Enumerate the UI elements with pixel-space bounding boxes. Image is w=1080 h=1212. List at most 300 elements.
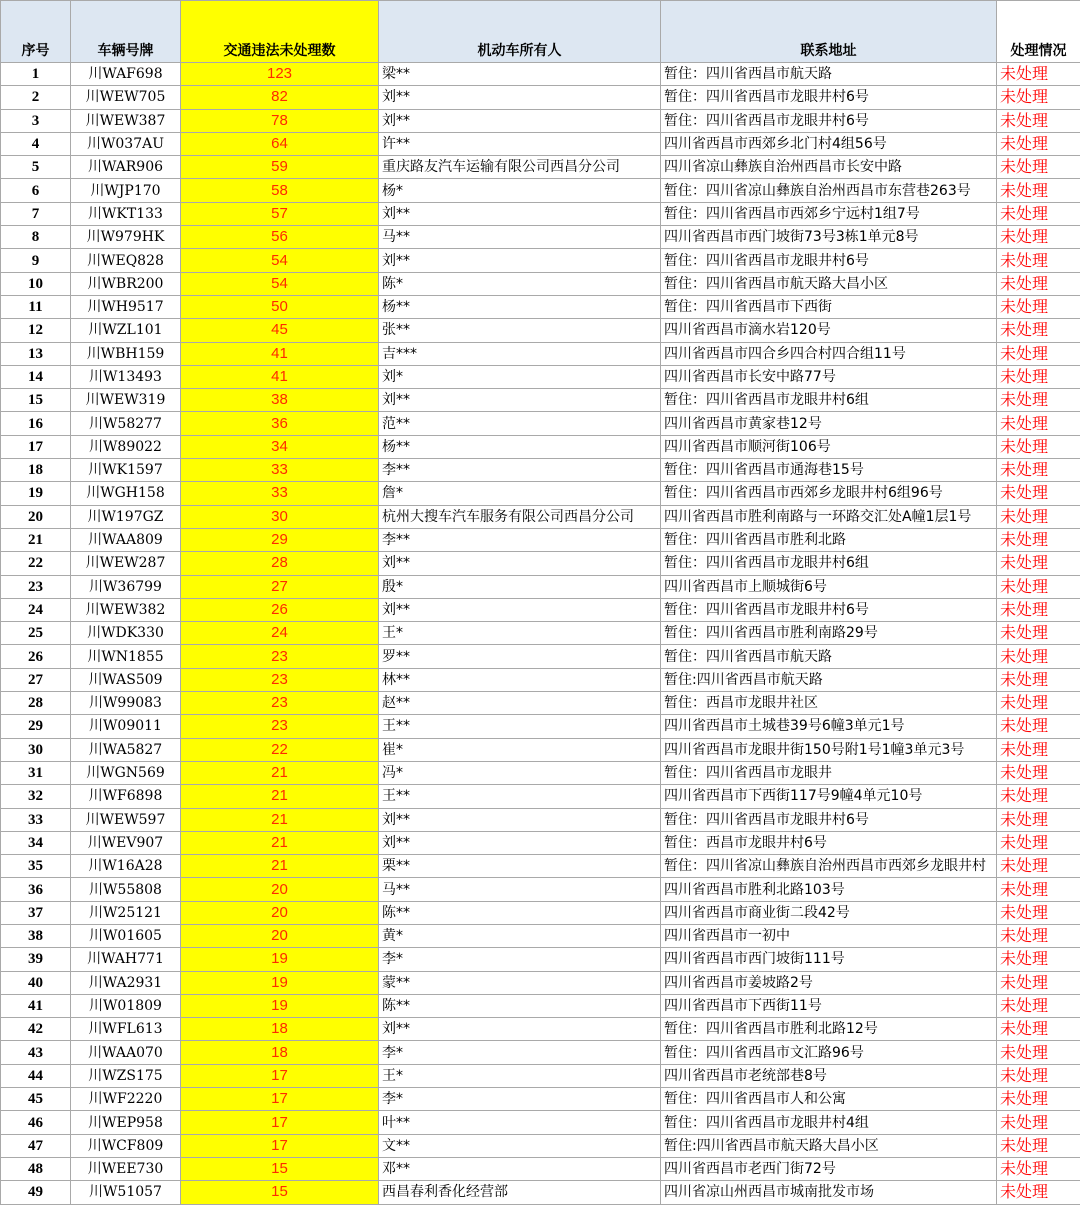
row-plate: 川WZS175 — [71, 1064, 181, 1087]
row-owner: 蒙** — [379, 971, 661, 994]
row-status: 未处理 — [997, 342, 1080, 365]
row-address: 暂住：西昌市龙眼井村6号 — [661, 831, 997, 854]
table-row — [1, 668, 1080, 691]
row-seq: 11 — [1, 295, 71, 318]
row-status: 未处理 — [997, 645, 1080, 668]
row-status: 未处理 — [997, 901, 1080, 924]
row-violation-count: 27 — [181, 575, 379, 598]
row-seq: 33 — [1, 808, 71, 831]
row-address: 暂住：四川省西昌市龙眼井村6号 — [661, 249, 997, 272]
row-status: 未处理 — [997, 575, 1080, 598]
row-owner: 范** — [379, 412, 661, 435]
row-status: 未处理 — [997, 994, 1080, 1017]
row-violation-count: 78 — [181, 109, 379, 132]
row-seq: 8 — [1, 226, 71, 249]
row-address: 四川省西昌市西门坡街111号 — [661, 948, 997, 971]
table-row — [1, 785, 1080, 808]
table-row — [1, 1157, 1080, 1180]
row-seq: 21 — [1, 528, 71, 551]
row-address: 四川省凉山州西昌市城南批发市场 — [661, 1181, 997, 1204]
table-row — [1, 761, 1080, 784]
row-plate: 川WF6898 — [71, 785, 181, 808]
row-seq: 43 — [1, 1041, 71, 1064]
row-address: 暂住：四川省西昌市航天路 — [661, 645, 997, 668]
row-plate: 川WEV907 — [71, 831, 181, 854]
row-seq: 14 — [1, 365, 71, 388]
table-row — [1, 1134, 1080, 1157]
row-plate: 川WGH158 — [71, 482, 181, 505]
row-status: 未处理 — [997, 598, 1080, 621]
row-owner: 刘** — [379, 831, 661, 854]
row-status: 未处理 — [997, 552, 1080, 575]
row-seq: 1 — [1, 63, 71, 86]
row-owner: 詹* — [379, 482, 661, 505]
row-violation-count: 41 — [181, 342, 379, 365]
row-owner: 李* — [379, 1088, 661, 1111]
row-address: 四川省西昌市老西门街72号 — [661, 1157, 997, 1180]
row-address: 暂住：四川省西昌市航天路 — [661, 63, 997, 86]
table-row — [1, 715, 1080, 738]
row-plate: 川WJP170 — [71, 179, 181, 202]
row-status: 未处理 — [997, 249, 1080, 272]
row-seq: 20 — [1, 505, 71, 528]
table-row — [1, 645, 1080, 668]
table-row — [1, 109, 1080, 132]
row-owner: 赵** — [379, 692, 661, 715]
table-row — [1, 226, 1080, 249]
table-row — [1, 459, 1080, 482]
row-violation-count: 54 — [181, 249, 379, 272]
row-plate: 川WAA809 — [71, 528, 181, 551]
row-owner: 西昌春利香化经营部 — [379, 1181, 661, 1204]
row-seq: 5 — [1, 156, 71, 179]
row-violation-count: 26 — [181, 598, 379, 621]
row-seq: 10 — [1, 272, 71, 295]
table-row — [1, 575, 1080, 598]
row-address: 暂住：四川省西昌市龙眼井村6号 — [661, 598, 997, 621]
row-violation-count: 20 — [181, 878, 379, 901]
row-address: 四川省西昌市老统部巷8号 — [661, 1064, 997, 1087]
row-plate: 川W55808 — [71, 878, 181, 901]
row-seq: 9 — [1, 249, 71, 272]
row-seq: 46 — [1, 1111, 71, 1134]
row-owner: 刘** — [379, 202, 661, 225]
row-address: 四川省西昌市西门坡街73号3栋1单元8号 — [661, 226, 997, 249]
row-address: 暂住：四川省西昌市龙眼井村6号 — [661, 86, 997, 109]
row-violation-count: 17 — [181, 1134, 379, 1157]
row-owner: 王* — [379, 1064, 661, 1087]
row-seq: 12 — [1, 319, 71, 342]
row-address: 四川省西昌市龙眼井街150号附1号1幢3单元3号 — [661, 738, 997, 761]
table-row — [1, 505, 1080, 528]
row-address: 四川省西昌市姜坡路2号 — [661, 971, 997, 994]
row-status: 未处理 — [997, 63, 1080, 86]
table-row — [1, 179, 1080, 202]
row-plate: 川W25121 — [71, 901, 181, 924]
table-row — [1, 319, 1080, 342]
row-violation-count: 28 — [181, 552, 379, 575]
table-row — [1, 901, 1080, 924]
table-row — [1, 1064, 1080, 1087]
row-violation-count: 23 — [181, 692, 379, 715]
row-address: 暂住：四川省西昌市龙眼井村6组 — [661, 389, 997, 412]
row-plate: 川WN1855 — [71, 645, 181, 668]
row-status: 未处理 — [997, 412, 1080, 435]
row-violation-count: 50 — [181, 295, 379, 318]
row-violation-count: 19 — [181, 971, 379, 994]
row-seq: 4 — [1, 132, 71, 155]
row-status: 未处理 — [997, 1018, 1080, 1041]
table-row — [1, 855, 1080, 878]
row-owner: 马** — [379, 226, 661, 249]
row-plate: 川WGN569 — [71, 761, 181, 784]
row-plate: 川WCF809 — [71, 1134, 181, 1157]
row-plate: 川WZL101 — [71, 319, 181, 342]
row-seq: 44 — [1, 1064, 71, 1087]
row-violation-count: 33 — [181, 459, 379, 482]
row-seq: 40 — [1, 971, 71, 994]
row-status: 未处理 — [997, 389, 1080, 412]
row-violation-count: 56 — [181, 226, 379, 249]
row-address: 暂住：四川省西昌市胜利南路29号 — [661, 622, 997, 645]
row-address: 四川省西昌市滴水岩120号 — [661, 319, 997, 342]
row-status: 未处理 — [997, 435, 1080, 458]
row-violation-count: 21 — [181, 761, 379, 784]
row-owner: 刘** — [379, 552, 661, 575]
row-address: 暂住：四川省西昌市龙眼井村6号 — [661, 808, 997, 831]
row-status: 未处理 — [997, 1111, 1080, 1134]
row-seq: 7 — [1, 202, 71, 225]
row-address: 暂住:四川省西昌市航天路大昌小区 — [661, 1134, 997, 1157]
row-owner: 殷* — [379, 575, 661, 598]
row-status: 未处理 — [997, 1088, 1080, 1111]
table-row — [1, 598, 1080, 621]
row-owner: 刘* — [379, 365, 661, 388]
row-plate: 川WH9517 — [71, 295, 181, 318]
row-address: 四川省西昌市四合乡四合村四合组11号 — [661, 342, 997, 365]
row-violation-count: 23 — [181, 645, 379, 668]
row-plate: 川WAS509 — [71, 668, 181, 691]
row-seq: 28 — [1, 692, 71, 715]
row-violation-count: 54 — [181, 272, 379, 295]
row-plate: 川WEW287 — [71, 552, 181, 575]
row-address: 暂住：四川省西昌市下西街 — [661, 295, 997, 318]
row-seq: 32 — [1, 785, 71, 808]
row-violation-count: 17 — [181, 1064, 379, 1087]
row-address: 暂住：四川省西昌市西郊乡宁远村1组7号 — [661, 202, 997, 225]
row-seq: 34 — [1, 831, 71, 854]
row-seq: 30 — [1, 738, 71, 761]
row-violation-count: 21 — [181, 785, 379, 808]
row-status: 未处理 — [997, 738, 1080, 761]
row-status: 未处理 — [997, 761, 1080, 784]
header-owner: 机动车所有人 — [379, 1, 661, 63]
row-owner: 罗** — [379, 645, 661, 668]
row-owner: 马** — [379, 878, 661, 901]
table-row — [1, 412, 1080, 435]
row-violation-count: 20 — [181, 901, 379, 924]
row-plate: 川WEP958 — [71, 1111, 181, 1134]
row-seq: 22 — [1, 552, 71, 575]
row-owner: 陈** — [379, 901, 661, 924]
row-plate: 川WEE730 — [71, 1157, 181, 1180]
row-violation-count: 23 — [181, 668, 379, 691]
row-status: 未处理 — [997, 1041, 1080, 1064]
row-plate: 川WA5827 — [71, 738, 181, 761]
row-owner: 黄* — [379, 924, 661, 947]
row-violation-count: 19 — [181, 994, 379, 1017]
header-violation-count: 交通违法未处理数 — [181, 1, 379, 63]
row-address: 四川省西昌市商业街二段42号 — [661, 901, 997, 924]
row-address: 四川省西昌市下西街117号9幢4单元10号 — [661, 785, 997, 808]
table-row — [1, 132, 1080, 155]
table-row — [1, 692, 1080, 715]
table-row — [1, 948, 1080, 971]
row-violation-count: 17 — [181, 1088, 379, 1111]
row-seq: 35 — [1, 855, 71, 878]
row-plate: 川WEQ828 — [71, 249, 181, 272]
row-status: 未处理 — [997, 272, 1080, 295]
row-owner: 杨** — [379, 295, 661, 318]
row-seq: 26 — [1, 645, 71, 668]
row-plate: 川W09011 — [71, 715, 181, 738]
table-row — [1, 389, 1080, 412]
row-seq: 2 — [1, 86, 71, 109]
row-address: 暂住：四川省西昌市文汇路96号 — [661, 1041, 997, 1064]
header-plate: 车辆号牌 — [71, 1, 181, 63]
row-plate: 川WBH159 — [71, 342, 181, 365]
row-seq: 36 — [1, 878, 71, 901]
row-status: 未处理 — [997, 715, 1080, 738]
row-plate: 川WBR200 — [71, 272, 181, 295]
row-owner: 重庆路友汽车运输有限公司西昌分公司 — [379, 156, 661, 179]
row-owner: 刘** — [379, 86, 661, 109]
row-violation-count: 45 — [181, 319, 379, 342]
row-owner: 林** — [379, 668, 661, 691]
row-address: 四川省西昌市西郊乡北门村4组56号 — [661, 132, 997, 155]
table-row — [1, 622, 1080, 645]
row-seq: 31 — [1, 761, 71, 784]
row-address: 四川省西昌市长安中路77号 — [661, 365, 997, 388]
row-seq: 29 — [1, 715, 71, 738]
row-violation-count: 21 — [181, 855, 379, 878]
row-plate: 川W13493 — [71, 365, 181, 388]
row-seq: 3 — [1, 109, 71, 132]
table-row — [1, 1111, 1080, 1134]
table-row — [1, 365, 1080, 388]
row-owner: 李* — [379, 1041, 661, 1064]
row-violation-count: 21 — [181, 808, 379, 831]
row-plate: 川W979HK — [71, 226, 181, 249]
row-violation-count: 23 — [181, 715, 379, 738]
row-status: 未处理 — [997, 831, 1080, 854]
row-status: 未处理 — [997, 1157, 1080, 1180]
row-address: 暂住：四川省西昌市人和公寓 — [661, 1088, 997, 1111]
row-owner: 梁** — [379, 63, 661, 86]
row-plate: 川WF2220 — [71, 1088, 181, 1111]
row-violation-count: 58 — [181, 179, 379, 202]
row-owner: 刘** — [379, 808, 661, 831]
row-seq: 13 — [1, 342, 71, 365]
row-plate: 川W51057 — [71, 1181, 181, 1204]
row-owner: 王** — [379, 715, 661, 738]
row-plate: 川WKT133 — [71, 202, 181, 225]
row-status: 未处理 — [997, 528, 1080, 551]
row-seq: 19 — [1, 482, 71, 505]
row-violation-count: 17 — [181, 1111, 379, 1134]
row-violation-count: 57 — [181, 202, 379, 225]
row-violation-count: 34 — [181, 435, 379, 458]
row-plate: 川WAH771 — [71, 948, 181, 971]
row-seq: 42 — [1, 1018, 71, 1041]
row-violation-count: 36 — [181, 412, 379, 435]
row-owner: 许** — [379, 132, 661, 155]
row-address: 四川省西昌市上顺城街6号 — [661, 575, 997, 598]
table-row — [1, 482, 1080, 505]
table-row — [1, 156, 1080, 179]
row-seq: 41 — [1, 994, 71, 1017]
row-plate: 川WA2931 — [71, 971, 181, 994]
row-plate: 川WDK330 — [71, 622, 181, 645]
row-violation-count: 18 — [181, 1018, 379, 1041]
row-violation-count: 29 — [181, 528, 379, 551]
row-plate: 川W36799 — [71, 575, 181, 598]
row-status: 未处理 — [997, 855, 1080, 878]
row-address: 暂住:四川省西昌市航天路 — [661, 668, 997, 691]
header-seq: 序号 — [1, 1, 71, 63]
row-plate: 川WEW382 — [71, 598, 181, 621]
row-plate: 川W58277 — [71, 412, 181, 435]
row-status: 未处理 — [997, 1181, 1080, 1204]
row-owner: 崔* — [379, 738, 661, 761]
row-status: 未处理 — [997, 505, 1080, 528]
table-row — [1, 528, 1080, 551]
row-address: 四川省西昌市土城巷39号6幢3单元1号 — [661, 715, 997, 738]
row-status: 未处理 — [997, 808, 1080, 831]
row-status: 未处理 — [997, 924, 1080, 947]
row-address: 暂住：四川省西昌市龙眼井村4组 — [661, 1111, 997, 1134]
row-status: 未处理 — [997, 482, 1080, 505]
row-seq: 48 — [1, 1157, 71, 1180]
row-plate: 川WEW319 — [71, 389, 181, 412]
table-row — [1, 86, 1080, 109]
row-owner: 刘** — [379, 109, 661, 132]
row-seq: 49 — [1, 1181, 71, 1204]
row-owner: 杨* — [379, 179, 661, 202]
table-row — [1, 272, 1080, 295]
row-violation-count: 82 — [181, 86, 379, 109]
row-violation-count: 123 — [181, 63, 379, 86]
table-row — [1, 1088, 1080, 1111]
row-owner: 杨** — [379, 435, 661, 458]
row-seq: 47 — [1, 1134, 71, 1157]
row-violation-count: 22 — [181, 738, 379, 761]
table-row — [1, 994, 1080, 1017]
row-plate: 川W197GZ — [71, 505, 181, 528]
row-address: 暂住：四川省西昌市龙眼井村6组 — [661, 552, 997, 575]
row-seq: 17 — [1, 435, 71, 458]
row-address: 四川省凉山彝族自治州西昌市长安中路 — [661, 156, 997, 179]
row-seq: 39 — [1, 948, 71, 971]
row-violation-count: 21 — [181, 831, 379, 854]
table-row — [1, 435, 1080, 458]
table-row — [1, 971, 1080, 994]
table-row — [1, 1018, 1080, 1041]
row-plate: 川WAR906 — [71, 156, 181, 179]
row-owner: 刘** — [379, 598, 661, 621]
row-status: 未处理 — [997, 365, 1080, 388]
table-row — [1, 202, 1080, 225]
row-status: 未处理 — [997, 692, 1080, 715]
row-violation-count: 41 — [181, 365, 379, 388]
row-status: 未处理 — [997, 785, 1080, 808]
row-seq: 6 — [1, 179, 71, 202]
row-plate: 川W16A28 — [71, 855, 181, 878]
row-violation-count: 20 — [181, 924, 379, 947]
row-violation-count: 18 — [181, 1041, 379, 1064]
row-status: 未处理 — [997, 132, 1080, 155]
row-plate: 川W037AU — [71, 132, 181, 155]
row-status: 未处理 — [997, 1134, 1080, 1157]
row-status: 未处理 — [997, 459, 1080, 482]
row-owner: 刘** — [379, 249, 661, 272]
row-seq: 18 — [1, 459, 71, 482]
row-status: 未处理 — [997, 109, 1080, 132]
row-address: 四川省西昌市黄家巷12号 — [661, 412, 997, 435]
row-address: 暂住：四川省凉山彝族自治州西昌市西郊乡龙眼井村 — [661, 855, 997, 878]
row-seq: 27 — [1, 668, 71, 691]
row-seq: 24 — [1, 598, 71, 621]
row-status: 未处理 — [997, 319, 1080, 342]
row-violation-count: 19 — [181, 948, 379, 971]
row-violation-count: 30 — [181, 505, 379, 528]
table-row — [1, 342, 1080, 365]
row-violation-count: 15 — [181, 1157, 379, 1180]
row-status: 未处理 — [997, 86, 1080, 109]
row-status: 未处理 — [997, 179, 1080, 202]
row-address: 暂住：四川省西昌市龙眼井 — [661, 761, 997, 784]
row-owner: 李** — [379, 459, 661, 482]
row-plate: 川WAA070 — [71, 1041, 181, 1064]
row-address: 暂住：四川省西昌市胜利北路 — [661, 528, 997, 551]
row-address: 暂住：四川省凉山彝族自治州西昌市东营巷263号 — [661, 179, 997, 202]
table-row — [1, 808, 1080, 831]
row-violation-count: 64 — [181, 132, 379, 155]
row-owner: 张** — [379, 319, 661, 342]
row-owner: 王** — [379, 785, 661, 808]
row-plate: 川WEW597 — [71, 808, 181, 831]
row-plate: 川WK1597 — [71, 459, 181, 482]
row-owner: 叶** — [379, 1111, 661, 1134]
row-seq: 16 — [1, 412, 71, 435]
row-address: 四川省西昌市顺河街106号 — [661, 435, 997, 458]
row-status: 未处理 — [997, 878, 1080, 901]
row-plate: 川W01809 — [71, 994, 181, 1017]
row-status: 未处理 — [997, 226, 1080, 249]
row-owner: 陈* — [379, 272, 661, 295]
table-row — [1, 738, 1080, 761]
row-seq: 45 — [1, 1088, 71, 1111]
header-row — [1, 1, 1080, 63]
row-plate: 川WEW387 — [71, 109, 181, 132]
row-plate: 川W89022 — [71, 435, 181, 458]
header-status: 处理情况 — [997, 1, 1080, 63]
row-owner: 邓** — [379, 1157, 661, 1180]
row-seq: 38 — [1, 924, 71, 947]
row-plate: 川WEW705 — [71, 86, 181, 109]
row-violation-count: 24 — [181, 622, 379, 645]
row-owner: 栗** — [379, 855, 661, 878]
